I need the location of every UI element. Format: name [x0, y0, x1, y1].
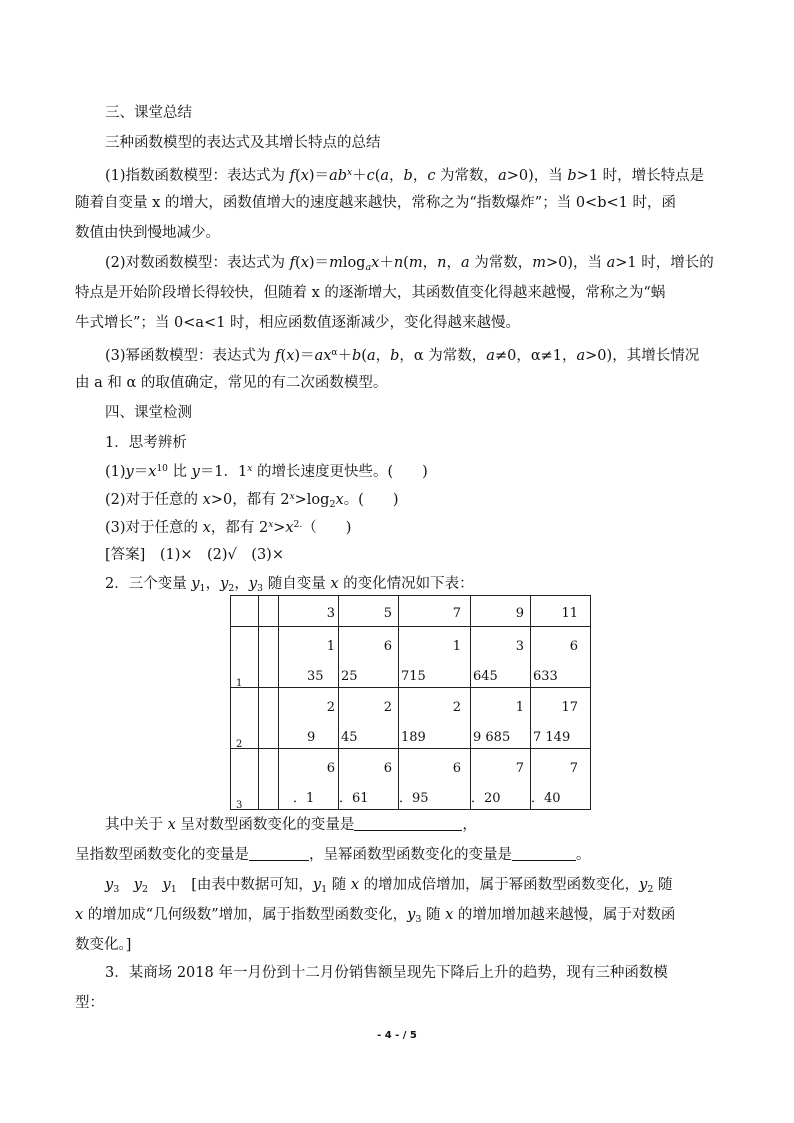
exp-model-line-2: 随着自变量 x 的增大，函数值增大的速度越来越快，常称之为“指数爆炸”；当 0<b<1 时，函 [75, 195, 676, 211]
table-cell [259, 749, 279, 810]
q1-item-2: (2)对于任意的 x>0，都有 $2^x>\log_2x$。( ) [105, 492, 399, 510]
table-cell: 9 [471, 596, 531, 627]
table-cell: 2 45 [339, 688, 399, 749]
power-model-line-2: 由 a 和 α 的取值确定，常见的有二次函数模型。 [75, 375, 388, 391]
log-model-line-1: (2)对数函数模型：表达式为 f(x)＝mlog$_a$x＋n(m，n，a 为常数，m>0)，当 a>1 时，增长的 [105, 255, 714, 273]
data-table [230, 595, 591, 810]
table-cell: 6 ．95 [399, 749, 471, 810]
table-cell [259, 627, 279, 688]
table-cell: 6 25 [339, 627, 399, 688]
q2-answer-line-3: 数变化。] [75, 937, 132, 953]
table-cell: 7 ．40 [531, 749, 591, 810]
q2-blank-line-1: 其中关于 x 呈对数型函数变化的变量是 ， [105, 817, 477, 833]
table-row [231, 749, 591, 810]
q3-line-2: 型： [75, 995, 104, 1011]
table-header-row [231, 596, 591, 627]
table-cell: 17 7 149 [531, 688, 591, 749]
page-number: - 4 - / 5 [377, 1030, 417, 1041]
power-model-line-1: (3)幂函数模型：表达式为 $f(x)=ax^\alpha+b(a$，b，α 为常数，a≠0，α≠1，a>0)，其增长情况 [105, 348, 700, 364]
table-cell: 2 9 [279, 688, 339, 749]
table-cell: 6 ．1 [279, 749, 339, 810]
section-heading-summary: 三、课堂总结 [105, 105, 192, 121]
q2-stem: 2．三个变量 $y_1$，$y_2$，$y_3$ 随自变量 x 的变化情况如下表： [105, 576, 474, 594]
table-row [231, 627, 591, 688]
q1-answer: [答案] (1)× (2)√ (3)× [105, 547, 284, 563]
table-cell [231, 596, 259, 627]
table-cell: 7 ．20 [471, 749, 531, 810]
q3-line-1: 3．某商场 2018 年一月份到十二月份销售额呈现先下降后上升的趋势，现有三种函数模 [105, 965, 668, 981]
table-row [231, 688, 591, 749]
answer-blank[interactable] [512, 846, 576, 861]
exp-model-line-3: 数值由快到慢地减少。 [75, 225, 220, 241]
log-model-line-3: 牛式增长”；当 0<a<1 时，相应函数值逐渐减少，变化得越来越慢。 [75, 315, 521, 331]
answer-blank[interactable] [249, 846, 309, 861]
table-cell: 1 9 685 [471, 688, 531, 749]
table-cell: 3 [231, 749, 259, 810]
table-cell: 2 189 [399, 688, 471, 749]
q2-blank-line-2: 呈指数型函数变化的变量是 ，呈幂函数型函数变化的变量是 。 [75, 847, 591, 863]
table-cell: 5 [339, 596, 399, 627]
table-cell: 1 [231, 627, 259, 688]
q1-item-1: $(1)y=x^{10}$ 比 y＝1．1$^x$ 的增长速度更快些。( ) [105, 464, 428, 480]
table-cell: 3 [279, 596, 339, 627]
q2-answer-line-1: $y_3$ $y_2$ $y_1$ [由表中数据可知，$y_1$ 随 x 的增加成倍增加，属于幂函数型函数变化，$y_2$ 随 [105, 877, 673, 895]
q1-item-3: (3)对于任意的 x，都有 $2^x>x^{2.}$（ ) [105, 520, 352, 536]
table-cell: 1 35 [279, 627, 339, 688]
table-cell: 6 ．61 [339, 749, 399, 810]
table-cell: 2 [231, 688, 259, 749]
exp-model-line-1: (1)指数函数模型：表达式为 $f(x)=ab^x+c(a$，b，c 为常数，a>0)，当 b>1 时，增长特点是 [105, 168, 705, 184]
table-cell: 7 [399, 596, 471, 627]
table-cell: 11 [531, 596, 591, 627]
q1-title: 1．思考辨析 [105, 435, 187, 451]
table-cell: 1 715 [399, 627, 471, 688]
summary-subtitle: 三种函数模型的表达式及其增长特点的总结 [105, 135, 381, 151]
table-cell: 6 633 [531, 627, 591, 688]
section-heading-check: 四、课堂检测 [105, 405, 192, 421]
table-cell [259, 596, 279, 627]
q2-answer-line-2: x 的增加成“几何级数”增加，属于指数型函数变化，$y_3$ 随 x 的增加增加越来越慢，属于对数函 [75, 907, 676, 925]
table-cell: 3 645 [471, 627, 531, 688]
log-model-line-2: 特点是开始阶段增长得较快，但随着 x 的逐渐增大，其函数值变化得越来越慢，常称之为“蜗 [75, 285, 666, 301]
table-cell [259, 688, 279, 749]
answer-blank[interactable] [354, 816, 462, 831]
